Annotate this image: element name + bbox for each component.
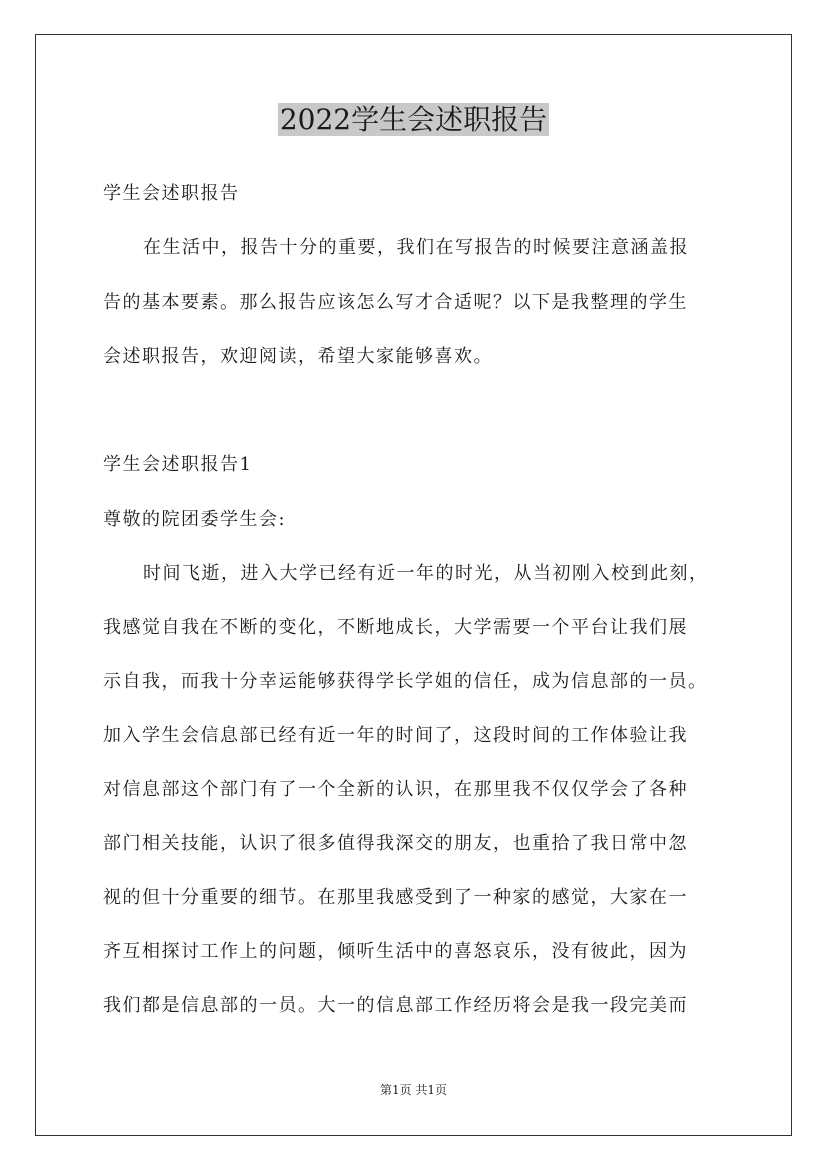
- body-line: 加入学生会信息部已经有近一年的时间了，这段时间的工作体验让我: [103, 725, 688, 746]
- document-title: [0, 98, 827, 142]
- section-heading: 学生会述职报告1: [103, 454, 253, 475]
- body-line: 齐互相探讨工作上的问题，倾听生活中的喜怒哀乐，没有彼此，因为: [103, 941, 688, 962]
- body-line: 时间飞逝，进入大学已经有近一年的时光，从当初刚入校到此刻，: [143, 563, 709, 584]
- intro-line: 在生活中，报告十分的重要，我们在写报告的时候要注意涵盖报: [143, 237, 689, 258]
- body-line: 视的但十分重要的细节。在那里我感受到了一种家的感觉，大家在一: [103, 887, 688, 908]
- document-title-text: 2022学生会述职报告: [279, 103, 548, 136]
- body-line: 部门相关技能，认识了很多值得我深交的朋友，也重拾了我日常中忽: [103, 833, 688, 854]
- body-line: 对信息部这个部门有了一个全新的认识，在那里我不仅仅学会了各种: [103, 779, 688, 800]
- body-line: 示自我，而我十分幸运能够获得学长学姐的信任，成为信息部的一员。: [103, 671, 708, 692]
- intro-line: 会述职报告，欢迎阅读，希望大家能够喜欢。: [103, 346, 493, 367]
- body-line: 我们都是信息部的一员。大一的信息部工作经历将会是我一段完美而: [103, 995, 688, 1016]
- intro-line: 告的基本要素。那么报告应该怎么写才合适呢？以下是我整理的学生: [103, 292, 688, 313]
- body-line: 我感觉自我在不断的变化，不断地成长，大学需要一个平台让我们展: [103, 617, 688, 638]
- salutation: 尊敬的院团委学生会:: [103, 509, 287, 530]
- page-footer: 第1页 共1页: [379, 1083, 448, 1097]
- subtitle: 学生会述职报告: [103, 183, 240, 204]
